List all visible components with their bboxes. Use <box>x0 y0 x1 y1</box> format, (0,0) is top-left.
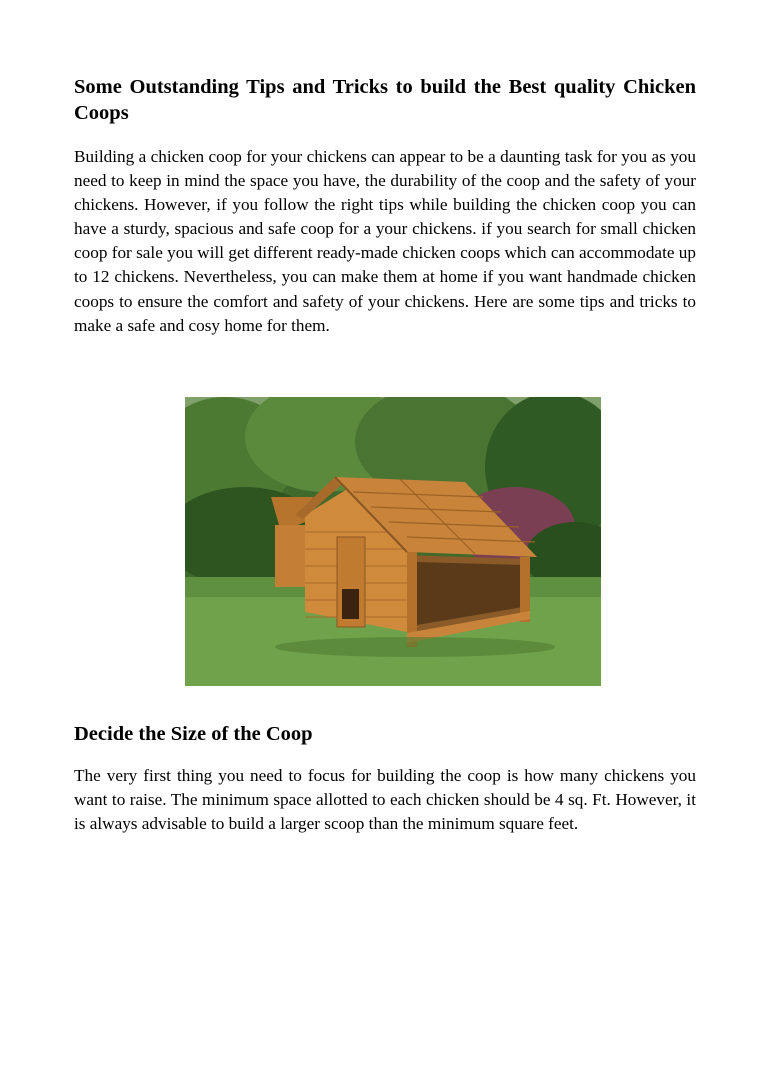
chicken-coop-photo <box>185 397 601 686</box>
page-title: Some Outstanding Tips and Tricks to build the Best quality Chicken Coops <box>74 76 696 124</box>
section-paragraph: The very first thing you need to focus for building the coop is how many chickens you want to raise. The minimum space allotted to each chicken should be 4 sq. Ft. However, it is always advisable to build a larger scoop than the minimum square feet. <box>74 766 696 834</box>
chicken-coop-illustration <box>185 397 601 686</box>
intro-paragraph: Building a chicken coop for your chickens can appear to be a daunting task for you as you need to keep in mind the space you have, the durability of the coop and the safety of your chickens. However, if you follow the right tips while building the chicken coop you can have a sturdy, spacious and safe coop for a your chickens. if you search for small chicken coop for sale you will get different ready-made chicken coops which can accommodate up to 12 chickens. Nevertheless, you can make them at home if you want handmade chicken coops to ensure the comfort and safety of your chickens. Here are some tips and tricks to make a safe and cosy home for them. <box>74 147 696 335</box>
section-heading: Decide the Size of the Coop <box>74 723 313 745</box>
